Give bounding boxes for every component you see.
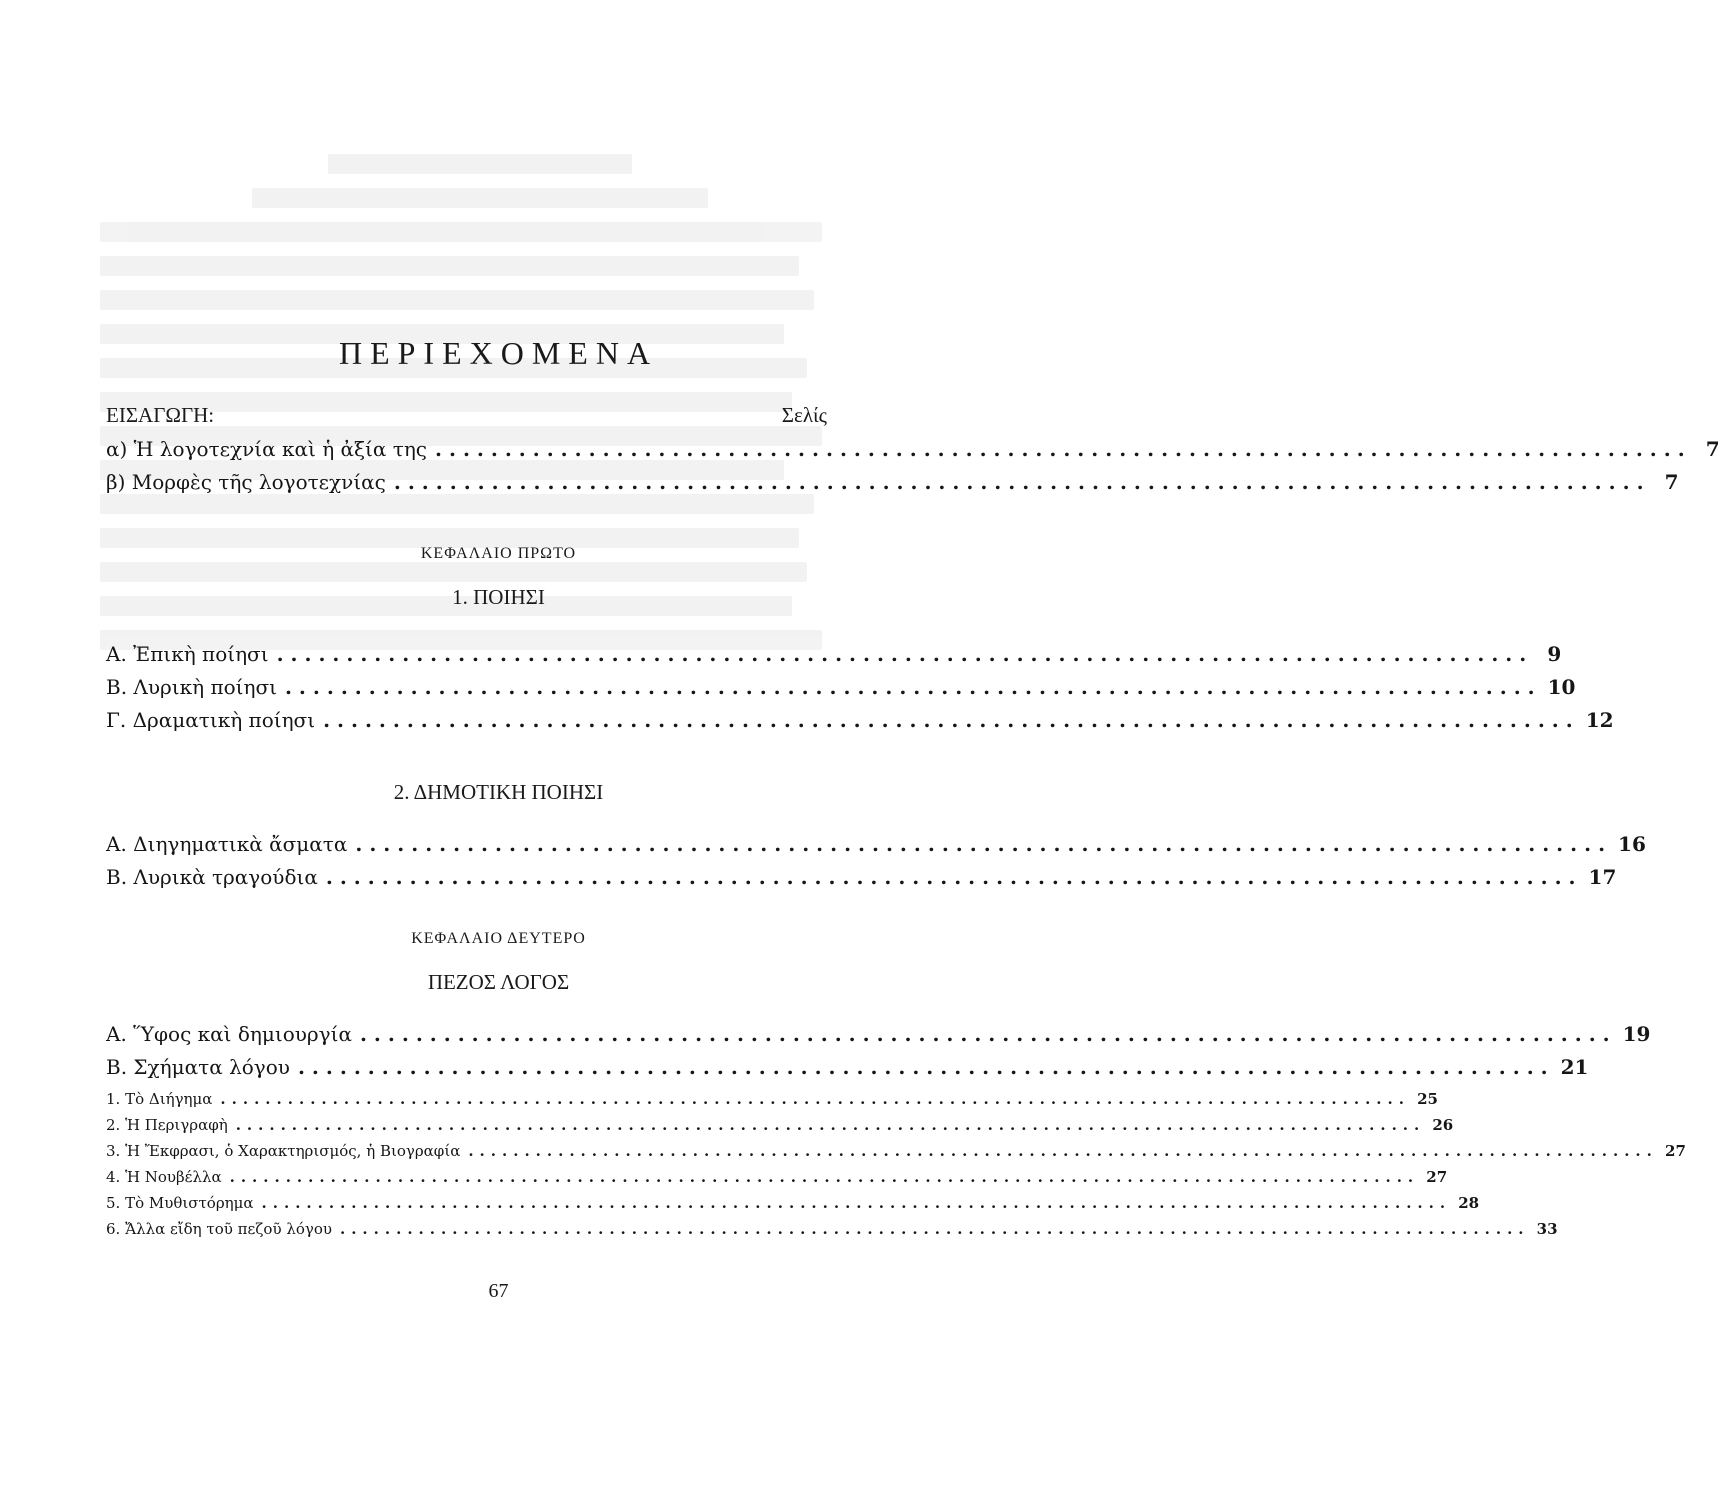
toc-entry-page: 7: [1705, 437, 1720, 461]
toc-entry-page: 7: [1664, 470, 1679, 494]
toc-entry-page: 9: [1547, 642, 1562, 666]
section-title: 2. ΔΗΜΟΤΙΚΗ ΠΟΙΗΣΙ: [393, 780, 604, 804]
chapter-heading: ΚΕΦΑΛΑΙΟ ΔΕΥΤΕΡΟ: [411, 930, 586, 947]
toc-entry-page: 10: [1547, 675, 1576, 699]
pages-column-label: Σελίς: [781, 403, 827, 427]
toc-subentry-label: 2. Ἡ Περιγραφὴ: [106, 1116, 228, 1134]
toc-entry-label: Γ. Δραματικὴ ποίησι: [106, 708, 316, 732]
leader-dots: ..........................................................................................: [323, 708, 1580, 732]
toc-subentry-label: 6. Ἄλλα εἴδη τοῦ πεζοῦ λόγου: [106, 1220, 332, 1238]
toc-entry[interactable]: [106, 832, 1646, 856]
toc-entry[interactable]: [106, 470, 1679, 494]
toc-subentry[interactable]: [106, 1142, 1686, 1160]
leader-dots: ..........................................................................................................: [220, 1090, 1410, 1108]
toc-entry-label: Α. Διηγηματικὰ ἄσματα: [106, 832, 348, 856]
toc-entry-page: 16: [1618, 832, 1646, 856]
leader-dots: ..........................................................................................................: [339, 1220, 1530, 1238]
leader-dots: ..........................................................................................: [355, 832, 1613, 856]
leader-dots: ..........................................................................................................: [229, 1168, 1420, 1186]
toc-entry-page: 21: [1560, 1055, 1589, 1079]
leader-dots: ..........................................................................................................: [468, 1142, 1658, 1160]
toc-entry-label: Β. Σχήματα λόγου: [106, 1055, 290, 1079]
leader-dots: ..........................................................................................: [435, 437, 1692, 461]
toc-subentry[interactable]: [106, 1194, 1480, 1212]
toc-subentry-page: 27: [1426, 1168, 1448, 1186]
toc-subentry-label: 3. Ἡ Ἔκφρασι, ὁ Χαρακτηρισμός, ἡ Βιογραφία: [106, 1142, 461, 1160]
toc-subentry-label: 1. Τὸ Διήγημα: [106, 1090, 213, 1108]
toc-entry-label: α) Ἡ λογοτεχνία καὶ ἡ ἀξία της: [106, 437, 428, 461]
toc-entry-label: Α. Ἐπικὴ ποίησι: [106, 642, 269, 666]
section-title: ΠΕΖΟΣ ΛΟΓΟΣ: [427, 970, 570, 994]
section-title: 1. ΠΟΙΗΣΙ: [452, 585, 545, 609]
toc-subentry-page: 33: [1536, 1220, 1558, 1238]
toc-entry-label: Α. Ὕφος καὶ δημιουργία: [106, 1022, 352, 1046]
toc-entry[interactable]: [106, 1022, 1651, 1046]
page-title: ΠΕΡΙΕΧΟΜΕΝΑ: [338, 335, 659, 371]
toc-entry[interactable]: [106, 642, 1562, 666]
toc-subentry[interactable]: [106, 1168, 1448, 1186]
chapter-heading: ΚΕΦΑΛΑΙΟ ΠΡΩΤΟ: [420, 545, 577, 562]
toc-entry-page: 17: [1588, 865, 1617, 889]
toc-subentry[interactable]: [106, 1116, 1454, 1134]
toc-subentry-page: 26: [1432, 1116, 1454, 1134]
toc-entry-label: Β. Λυρικὰ τραγούδια: [106, 865, 318, 889]
toc-entry[interactable]: [106, 865, 1617, 889]
toc-entry[interactable]: [106, 708, 1614, 732]
leader-dots: ..........................................................................................: [393, 470, 1651, 494]
intro-label: ΕΙΣΑΓΩΓΗ:: [106, 403, 215, 427]
toc-subentry-page: 25: [1417, 1090, 1438, 1108]
toc-entry-label: β) Μορφὲς τῆς λογοτεχνίας: [106, 470, 386, 494]
leader-dots: ..........................................................................................: [276, 642, 1534, 666]
toc-entry[interactable]: [106, 1055, 1589, 1079]
leader-dots: ..........................................................................................................: [235, 1116, 1426, 1134]
leader-dots: ..........................................................................................: [359, 1022, 1617, 1046]
toc-entry-page: 12: [1585, 708, 1614, 732]
toc-subentry-label: 5. Τὸ Μυθιστόρημα: [106, 1194, 254, 1212]
toc-subentry[interactable]: [106, 1090, 1438, 1108]
toc-entry-page: 19: [1622, 1022, 1651, 1046]
toc-subentry-page: 27: [1665, 1142, 1686, 1160]
page-number: 67: [488, 1280, 509, 1302]
toc-entry[interactable]: [106, 437, 1720, 461]
leader-dots: ..........................................................................................: [325, 865, 1583, 889]
leader-dots: ..........................................................................................: [297, 1055, 1555, 1079]
toc-entry-label: Β. Λυρικὴ ποίησι: [106, 675, 277, 699]
leader-dots: ..........................................................................................: [284, 675, 1542, 699]
intro-heading-row: [106, 403, 827, 428]
toc-subentry-page: 28: [1458, 1194, 1480, 1212]
toc-subentry-label: 4. Ἡ Νουβέλλα: [106, 1168, 222, 1186]
leader-dots: ..........................................................................................................: [261, 1194, 1452, 1212]
toc-entry[interactable]: [106, 675, 1576, 699]
toc-subentry[interactable]: [106, 1220, 1558, 1238]
